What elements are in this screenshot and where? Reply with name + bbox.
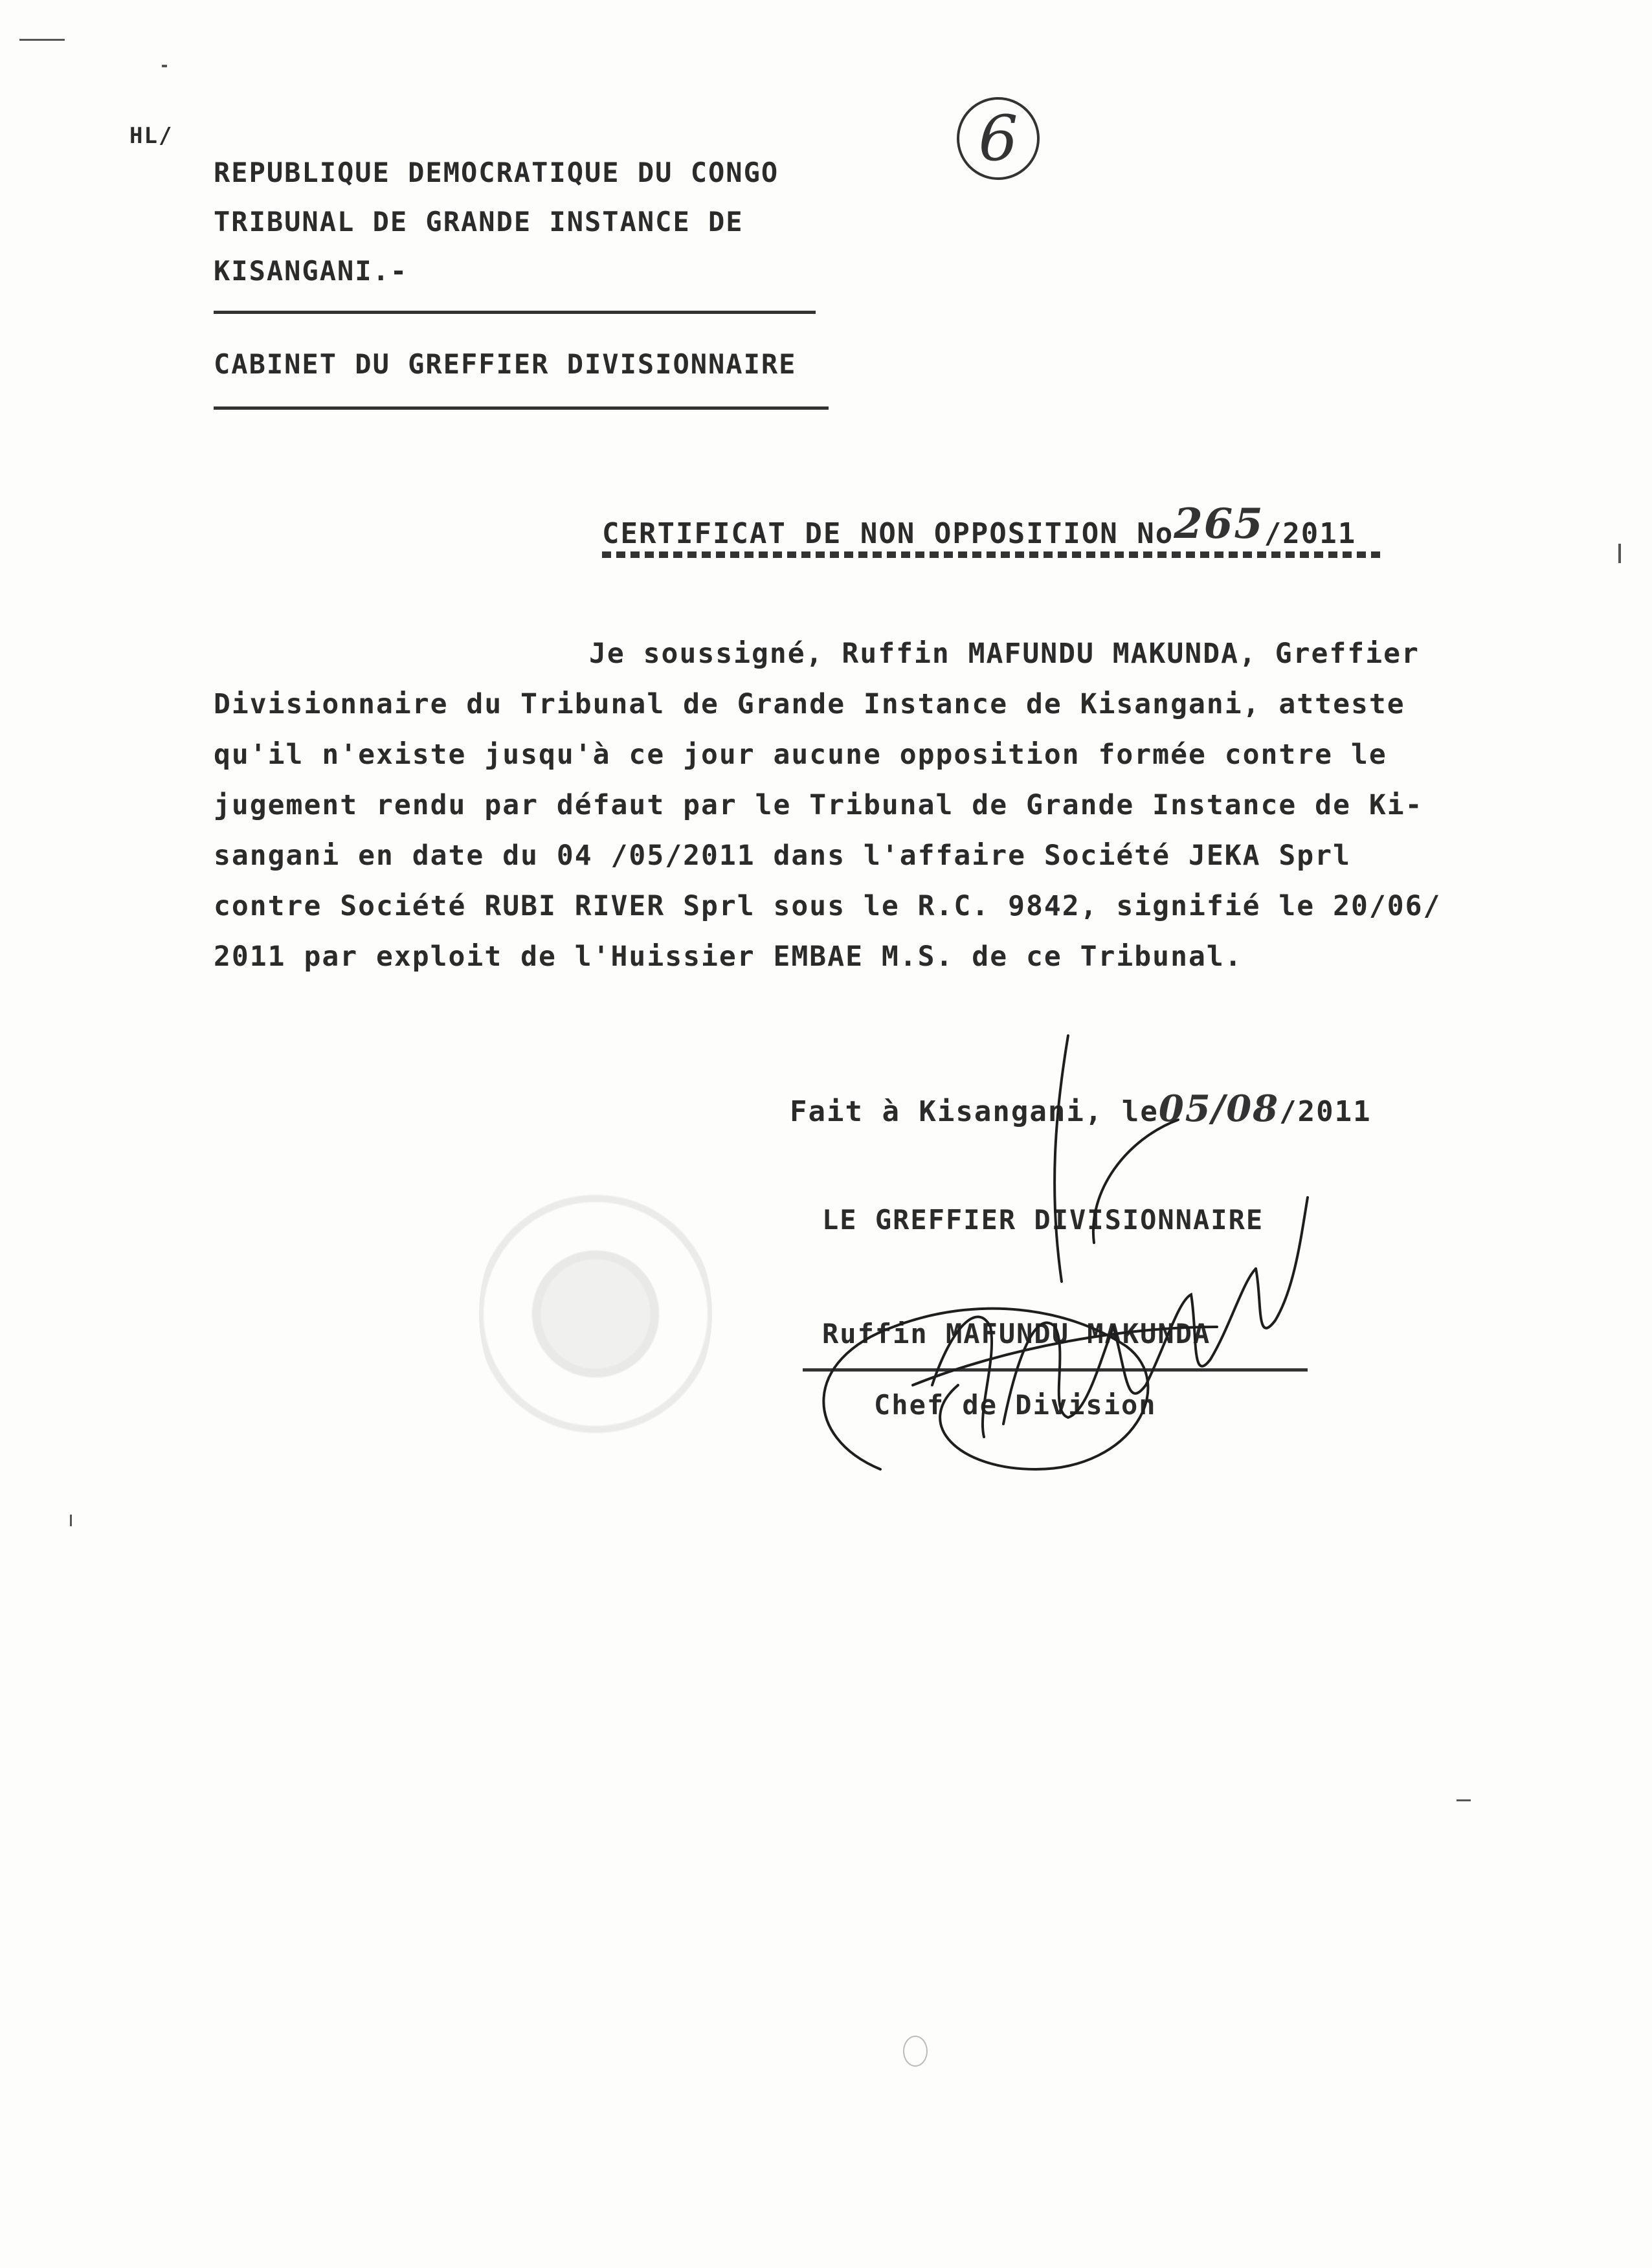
signatory-rank: Chef de Division [874,1389,1157,1421]
certificate-year: /2011 [1264,517,1357,550]
body-line-4: jugement rendu par défaut par le Tribunal de Grande Instance de Ki- [214,789,1423,821]
closing-year: /2011 [1279,1095,1372,1128]
body-line-5: sangani en date du 04 /05/2011 dans l'affaire Société JEKA Sprl [214,839,1351,872]
body-line-7: 2011 par exploit de l'Huissier EMBAE M.S. de ce Tribunal. [214,940,1243,973]
handwritten-signature [764,1023,1346,1502]
scan-mark [1457,1799,1471,1801]
initials: HL/ [129,123,173,149]
signatory-name: Ruffin MAFUNDU MAKUNDA [822,1318,1211,1350]
office-title: CABINET DU GREFFIER DIVISIONNAIRE [214,348,797,380]
page-number [957,97,1040,180]
page-number-text: 6 [978,102,1018,175]
certificate-title [602,500,1357,553]
closing-separator: / [1211,1087,1227,1130]
body-line-2: Divisionnaire du Tribunal de Grande Instance de Kisangani, atteste [214,688,1405,720]
header-tribunal: TRIBUNAL DE GRANDE INSTANCE DE [214,206,744,238]
header-rule-top [214,311,816,314]
faded-stamp [479,1178,712,1450]
certificate-number: 265 [1174,500,1264,548]
scan-mark [162,65,167,67]
header-republic: REPUBLIQUE DEMOCRATIQUE DU CONGO [214,157,779,188]
header-rule-bottom [214,406,829,410]
scan-mark [70,1515,72,1526]
header-city: KISANGANI.- [214,255,408,287]
body-line-6: contre Société RUBI RIVER Sprl sous le R.C. 9842, signifié le 20/06/ [214,890,1442,922]
signatory-title: LE GREFFIER DIVISIONNAIRE [822,1204,1264,1236]
certificate-underline [602,551,1385,558]
scan-circle-mark [903,2036,928,2067]
scan-mark [19,39,65,41]
closing-day: 05 [1158,1087,1212,1130]
body-line-3: qu'il n'existe jusqu'à ce jour aucune opposition formée contre le [214,739,1387,771]
scan-mark [1618,544,1621,563]
closing-month: 08 [1226,1087,1280,1130]
closing-place: Fait à Kisangani, le [790,1095,1159,1128]
body-line-1: Je soussigné, Ruffin MAFUNDU MAKUNDA, Greffier [589,638,1420,670]
certificate-title-prefix: CERTIFICAT DE NON OPPOSITION No [602,517,1174,550]
